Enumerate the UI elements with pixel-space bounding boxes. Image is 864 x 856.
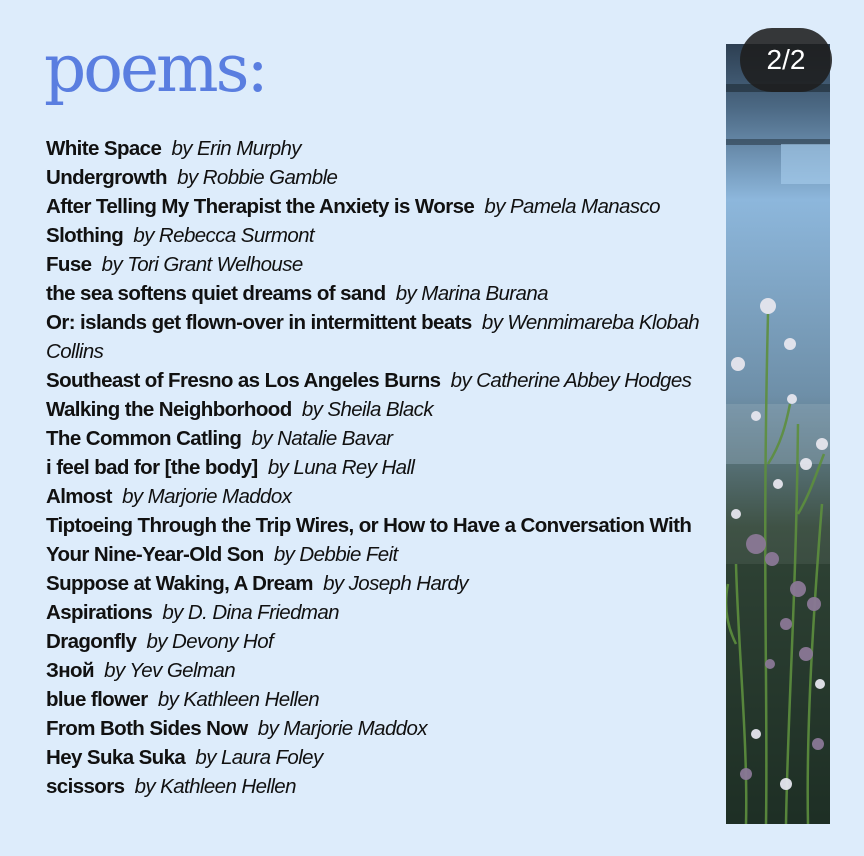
poem-author: by Marjorie Maddox (257, 717, 427, 740)
list-item (46, 685, 721, 714)
poem-title: Hey Suka Suka (46, 746, 186, 769)
flower-photo (726, 44, 830, 824)
list-item (46, 598, 721, 627)
poem-title: Southeast of Fresno as Los Angeles Burns (46, 369, 441, 392)
poem-title: White Space (46, 137, 162, 160)
list-item (46, 250, 721, 279)
poem-title: scissors (46, 775, 125, 798)
poem-author: by Luna Rey Hall (267, 456, 415, 479)
list-item (46, 656, 721, 685)
list-item (46, 569, 721, 598)
poem-title: Зной (46, 659, 94, 682)
poem-title: blue flower (46, 688, 148, 711)
poem-title: Almost (46, 485, 112, 508)
poem-author: by Devony Hof (146, 630, 274, 653)
poem-title: i feel bad for [the body] (46, 456, 258, 479)
poem-title: The Common Catling (46, 427, 242, 450)
list-item (46, 627, 721, 656)
poem-title: Fuse (46, 253, 92, 276)
poem-title: the sea softens quiet dreams of sand (46, 282, 386, 305)
poem-author: by Yev Gelman (104, 659, 236, 682)
poem-title: Tiptoeing Through the Trip Wires, or How to Have a Conversation With Your Nine-Year-Old Son (46, 514, 692, 566)
list-item (46, 366, 721, 395)
poem-list (46, 134, 721, 801)
poem-author: by Laura Foley (195, 746, 323, 769)
poem-author: by Erin Murphy (171, 137, 301, 160)
poem-title: From Both Sides Now (46, 717, 248, 740)
list-item (46, 395, 721, 424)
flower-photo-illustration (726, 44, 830, 824)
page-title: poems: (44, 30, 266, 107)
list-item (46, 743, 721, 772)
poem-title: Dragonfly (46, 630, 137, 653)
poem-author: by Wenmimareba Klobah Collins (46, 311, 700, 363)
poem-title: Undergrowth (46, 166, 167, 189)
poem-author: by Rebecca Surmont (133, 224, 315, 247)
poem-author: by D. Dina Friedman (162, 601, 339, 624)
list-item (46, 511, 721, 569)
poem-title: Walking the Neighborhood (46, 398, 292, 421)
poem-author: by Marjorie Maddox (122, 485, 292, 508)
list-item (46, 134, 721, 163)
list-item (46, 482, 721, 511)
poem-author: by Tori Grant Welhouse (101, 253, 303, 276)
poem-title: Or: islands get flown-over in intermittent beats (46, 311, 472, 334)
poem-author: by Sheila Black (301, 398, 433, 421)
poem-author: by Natalie Bavar (251, 427, 393, 450)
poem-author: by Robbie Gamble (177, 166, 338, 189)
list-item (46, 424, 721, 453)
page-indicator-badge: 2/2 (740, 28, 832, 92)
list-item (46, 221, 721, 250)
list-item (46, 772, 721, 801)
poem-title: Aspirations (46, 601, 153, 624)
poem-author: by Catherine Abbey Hodges (450, 369, 692, 392)
poem-author: by Kathleen Hellen (134, 775, 296, 798)
list-item (46, 453, 721, 482)
list-item (46, 279, 721, 308)
poem-author: by Joseph Hardy (323, 572, 468, 595)
poem-author: by Debbie Feit (273, 543, 398, 566)
list-item (46, 308, 721, 366)
poem-author: by Pamela Manasco (484, 195, 660, 218)
list-item (46, 163, 721, 192)
list-item (46, 192, 721, 221)
poem-title: Slothing (46, 224, 124, 247)
list-item (46, 714, 721, 743)
poem-author: by Marina Burana (395, 282, 548, 305)
poem-title: Suppose at Waking, A Dream (46, 572, 313, 595)
poem-title: After Telling My Therapist the Anxiety is Worse (46, 195, 475, 218)
poem-author: by Kathleen Hellen (157, 688, 320, 711)
